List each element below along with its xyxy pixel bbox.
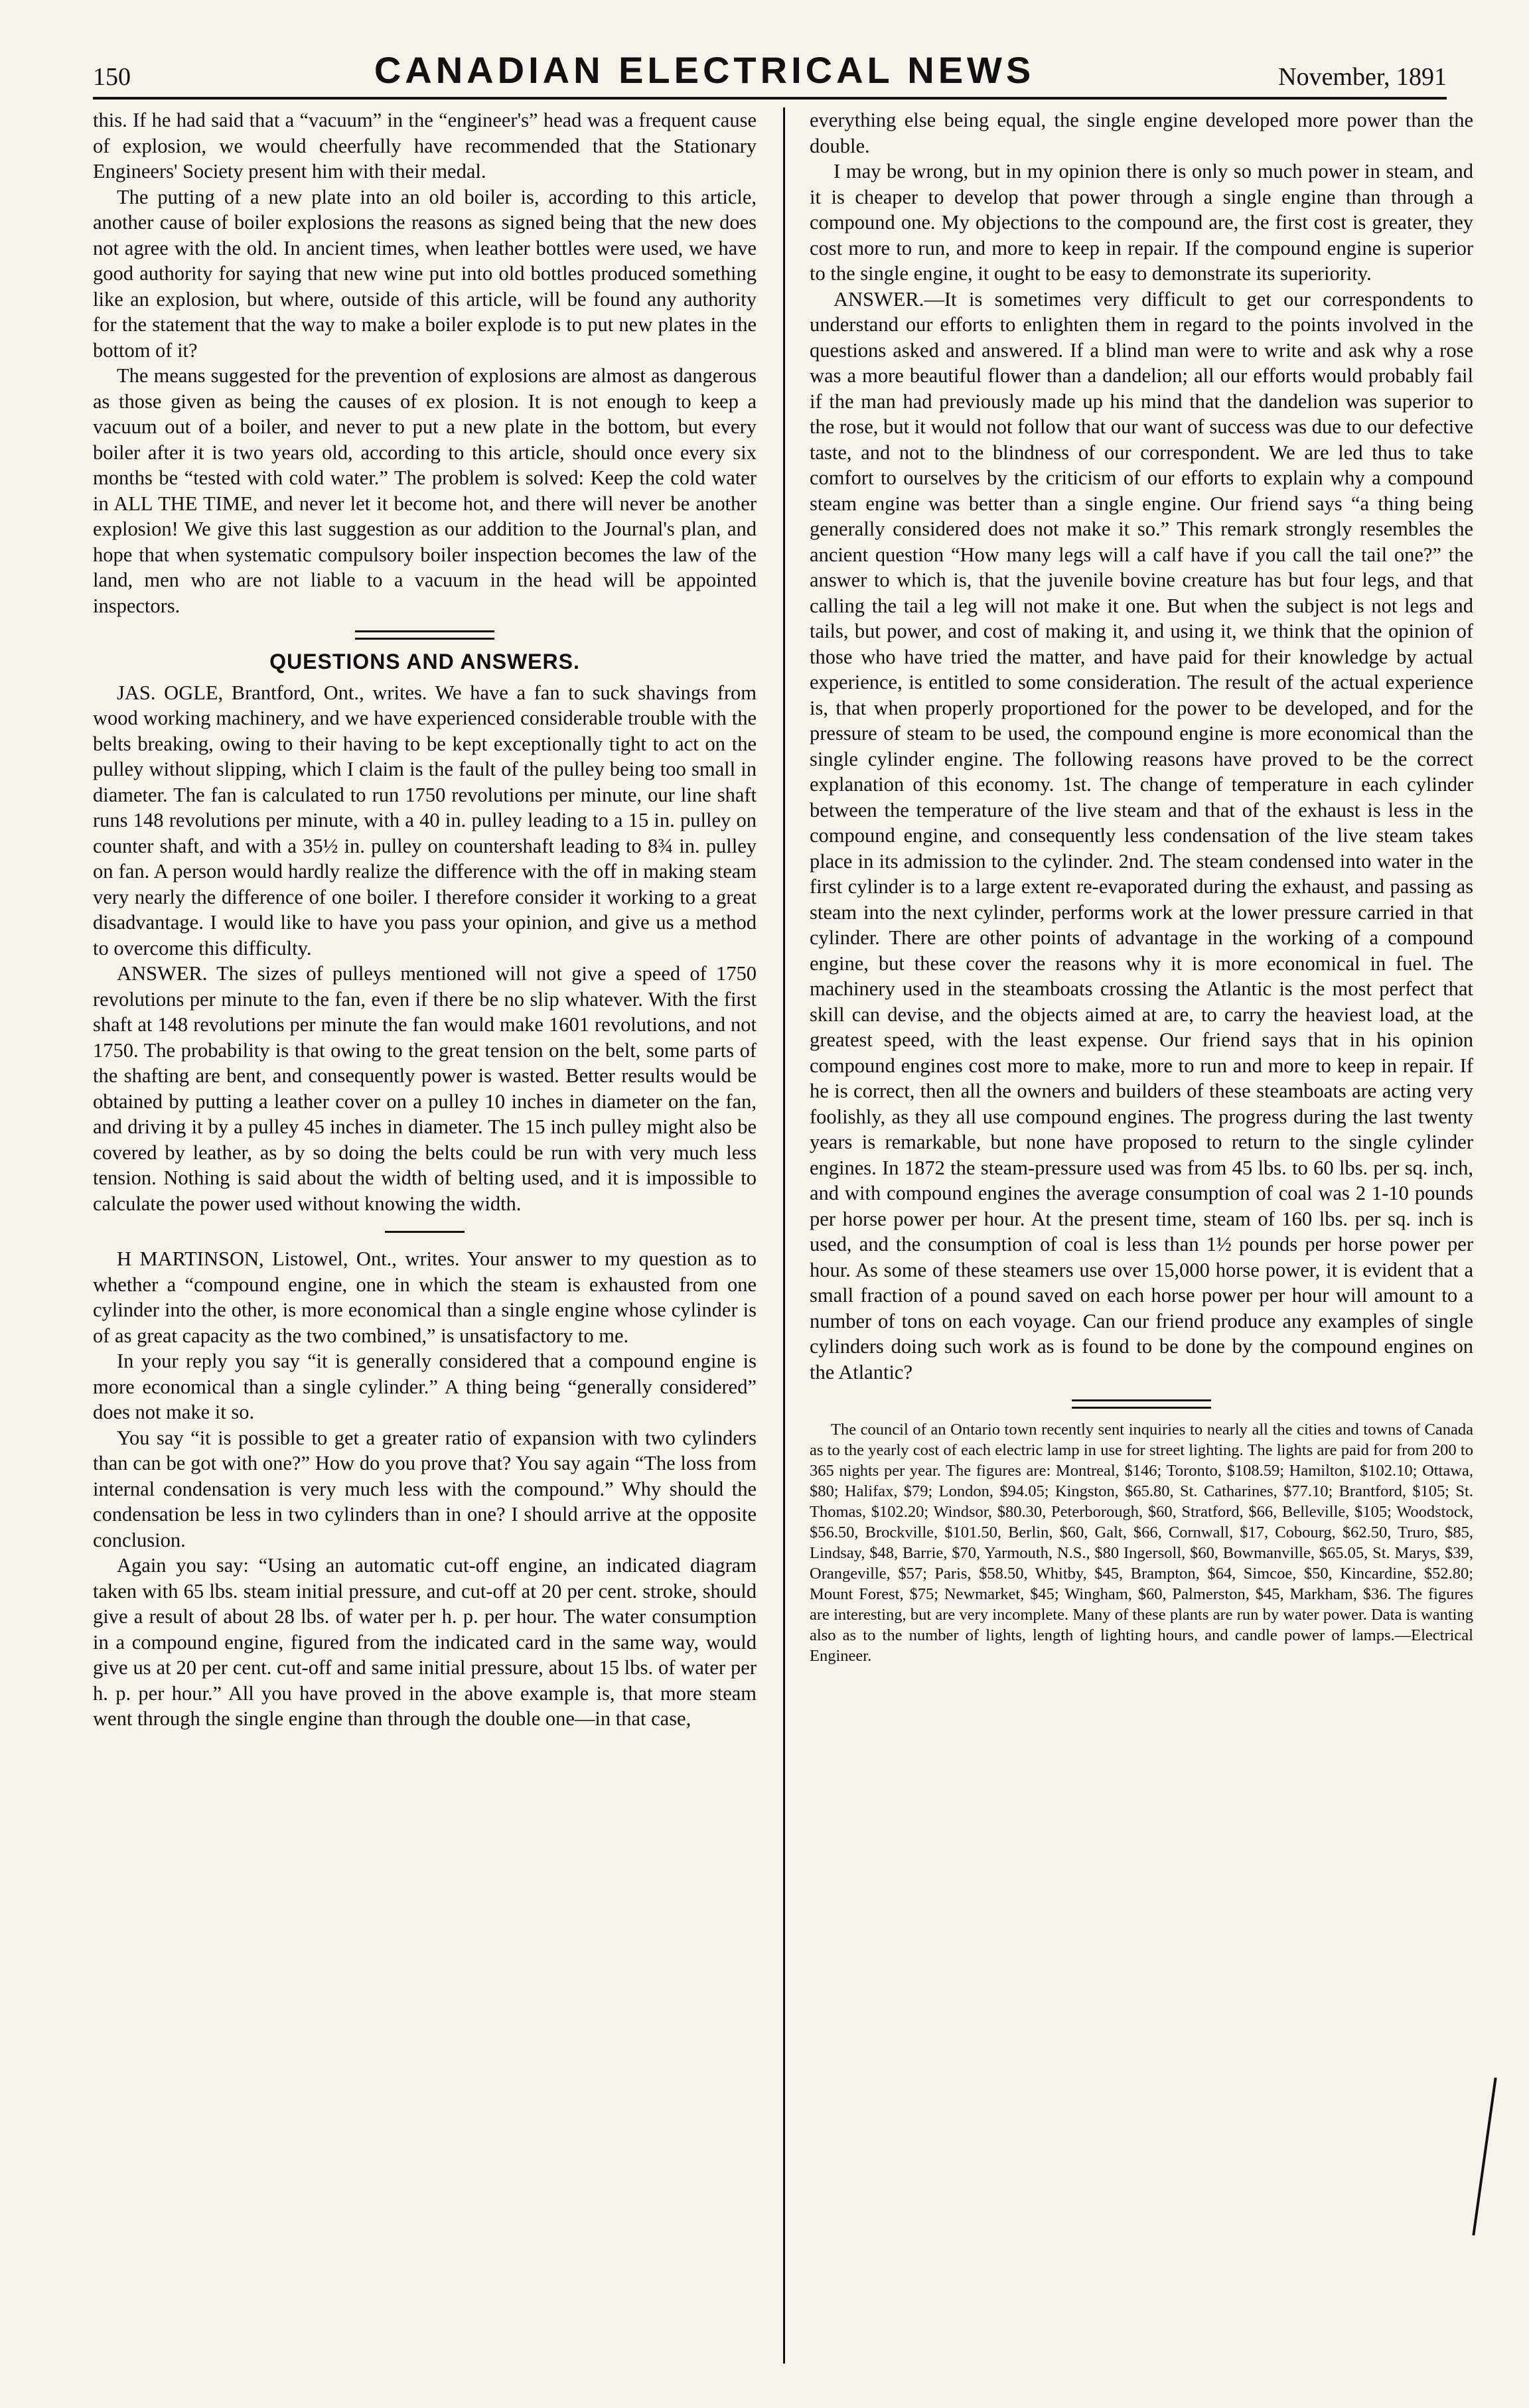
question-paragraph: H MARTINSON, Listowel, Ont., writes. Your answer to my question as to whether a “compound engine, one in which the steam is exhausted from one cylinder into the other, is more economical than a single engine whose cylinder is of as great capacity as the two combined,” is unsatisfactory to me. [93,1247,757,1347]
item-divider [385,1231,465,1233]
page-header [93,48,1447,92]
question-paragraph: JAS. OGLE, Brantford, Ont., writes. We have a fan to suck shavings from wood working machinery, and we have experienced considerable trouble with the belts breaking, owing to their having to be kept exceptionally tight to act on the pulley without slipping, which I claim is the fault of the pulley being too small in diameter. The fan is calculated to run 1750 revolutions per minute, our line shaft runs 148 revolutions per minute, with a 40 in. pulley leading to a 15 in. pulley on counter shaft, and with a 35½ in. pulley on countershaft leading to 8¾ in. pulley on fan. A person would hardly realize the difference with the off in making steam very nearly the difference of one boiler. I therefore consider it working to a great disadvantage. I would like to have you pass your opinion, and give us a method to overcome this difficulty. [93,681,757,959]
masthead-title: CANADIAN ELECTRICAL NEWS [374,49,1035,91]
section-divider [355,630,494,640]
left-column [93,107,757,1732]
answer-paragraph: ANSWER.—It is sometimes very difficult to get our correspondents to understand our efforts to enlighten them in regard to the points involved in the questions asked and answered. If a blind man were to write and ask why a rose was a more beautiful flower than a dandelion; all our efforts would probably fail if the man had previously made up his mind that the dandelion was superior to the rose, but it would not follow that our want of success was due to our defective taste, and not to the blindness of our correspondent. We are led thus to take comfort to ourselves by the criticism of our efforts to explain why a compound steam engine was better than a single engine. Our friend says “a thing being generally considered does not make it so.” This remark strongly resembles the ancient question “How many legs will a calf have if you call the tail one?” the answer to which is, that the juvenile bovine creature has but four legs, and that calling the tail a leg will not make it one. But when the subject is not legs and tails, but power, and cost of making it, and using it, we think that the opinion of those who have tried the matter, and have paid for their knowledge by actual experience, is entitled to some consideration. The result of the actual experience is, that when properly proportioned for the power to be developed, and for the pressure of steam to be used, the compound engine is more economical than the single cylinder engine. The following reasons have proved to be the correct explanation of this economy. 1st. The change of temperature in each cylinder between the temperature of the live steam and that of the exhaust is less in the compound engine, and consequently less condensation of the live steam takes place in its admission to the cylinder. 2nd. The steam condensed into water in the first cylinder is to a large extent re-evaporated during the exhaust, and passing as steam into the next cylinder, performs work at the lower pressure carried in that cylinder. There are other points of advantage in the working of a compound engine, but these cover the reasons why it is more economical in fuel. The machinery used in the steamboats crossing the Atlantic is the most perfect that skill can devise, and the objects aimed at are, to carry the heaviest load, at the greatest speed, with the least expense. Our friend says that in his opinion compound engines cost more to make, more to run and more to keep in repair. If he is correct, then all the owners and builders of these steamboats are acting very foolishly, as they all use compound engines. The progress during the last twenty years is remarkable, but none have proposed to return to the single cylinder engines. In 1872 the steam-pressure used was from 45 lbs. to 60 lbs. per sq. inch, and with compound engines the average consumption of coal was 2 1-10 pounds per horse power per hour. At the present time, steam of 160 lbs. per sq. inch is used, and the consumption of coal is less than 1½ pounds per horse power per hour. As some of these steamers use over 15,000 horse power, it is evident that a small fraction of a pound saved on each horse power per hour will amount to a number of tons on each voyage. Can our friend produce any examples of single cylinders doing such work as is found to be done by the compound engines on the Atlantic? [810,287,1473,1383]
column-divider [783,107,785,2364]
issue-date: November, 1891 [1278,63,1447,91]
page-number: 150 [93,63,131,91]
article-paragraph: The putting of a new plate into an old boiler is, according to this article, another cause of boiler explosions the reasons as signed being that the new does not agree with the old. In ancient times, when leather bottles were used, we have good authority for saying that new wine put into old bottles produced something like an explosion, but where, outside of this article, will be found any authority for the statement that the way to make a boiler explode is to put new plates in the bottom of it? [93,185,757,362]
news-note: The council of an Ontario town recently sent inquiries to nearly all the cities and towns of Canada as to the yearly cost of each electric lamp in use for street lighting. The lights are paid for from 200 to 365 nights per year. The figures are: Montreal, $146; Toronto, $108.59; Hamilton, $102.10; Ottawa, $80; Halifax, $79; London, $94.05; Kingston, $65.80, St. Catharines, $77.10; Brantford, $105; St. Thomas, $102.20; Windsor, $80.30, Peterborough, $60, Stratford, $66, Belleville, $105; Woodstock, $56.50, Brockville, $101.50, Berlin, $60, Galt, $66, Cornwall, $17, Cobourg, $62.50, Truro, $85, Lindsay, $48, Barrie, $70, Yarmouth, N.S., $80 Ingersoll, $60, Bowmanville, $65.05, St. Marys, $39, Orangeville, $57; Paris, $58.50, Whitby, $45, Brampton, $64, Simcoe, $50, Kincardine, $52.80; Mount Forest, $75; Newmarket, $45; Wingham, $60, Palmerston, $45, Markham, $36. The figures are interesting, but are very incomplete. Many of these plants are run by water power. Data is wanting also as to the number of lights, length of lighting hours, and candle power of lamps.—Electrical Engineer. [810,1421,1473,1665]
article-paragraph: The means suggested for the prevention of explosions are almost as dangerous as those given as being the causes of ex plosion. It is not enough to keep a vacuum out of a boiler, and never to put a new plate in the bottom, but every boiler after it is two years old, according to this article, should once every six months be “tested with cold water.” The problem is solved: Keep the cold water in ALL THE TIME, and never let it become hot, and there will never be another explosion! We give this last suggestion as our addition to the Journal's plan, and hope that when systematic compulsory boiler inspection becomes the law of the land, men who are not liable to a vacuum in the head will be appointed inspectors. [93,364,757,617]
header-rule [93,97,1447,100]
right-column [810,107,1473,1666]
question-paragraph: I may be wrong, but in my opinion there is only so much power in steam, and it is cheaper to develop that power through a single engine than through a compound one. My objections to the compound are, the first cost is greater, they cost more to run, and more to keep in repair. If the compound engine is superior to the single engine, it ought to be easy to demonstrate its superiority. [810,160,1473,285]
question-paragraph: In your reply you say “it is generally considered that a compound engine is more economical than a single cylinder.” A thing being “generally considered” does not make it so. [93,1350,757,1423]
question-paragraph: Again you say: “Using an automatic cut-off engine, an indicated diagram taken with 65 lbs. steam initial pressure, and cut-off at 20 per cent. stroke, should give a result of about 28 lbs. of water per h. p. per hour. The water consumption in a compound engine, figured from the indicated card in the same way, would give us at 20 per cent. cut-off and same initial pressure, about 15 lbs. of water per h. p. per hour.” All you have proved in the above example is, that more steam went through the single engine than through the double one—in that case, [93,1554,757,1730]
note-divider [1072,1399,1211,1409]
section-heading: QUESTIONS AND ANSWERS. [269,650,580,673]
question-paragraph: everything else being equal, the single engine developed more power than the double. [810,109,1473,157]
article-paragraph: this. If he had said that a “vacuum” in the “engineer's” head was a frequent cause of explosion, we would cheerfully have recommended that the Stationary Engineers' Society present him with their medal. [93,109,757,182]
answer-paragraph: ANSWER. The sizes of pulleys mentioned will not give a speed of 1750 revolutions per minute to the fan, even if there be no slip whatever. With the first shaft at 148 revolutions per minute the fan would make 1601 revolutions, and not 1750. The probability is that owing to the great tension on the belt, some parts of the shafting are bent, and consequently power is wasted. Better results would be obtained by putting a leather cover on a pulley 10 inches in diameter on the fan, and driving it by a pulley 45 inches in diameter. The 15 inch pulley might also be covered by leather, as by so doing the belts could be run with very much less tension. Nothing is said about the width of belting used, and it is impossible to calculate the power used without knowing the width. [93,962,757,1215]
margin-pen-mark [1472,2078,1496,2235]
question-paragraph: You say “it is possible to get a greater ratio of expansion with two cylinders than can be got with one?” How do you prove that? You say again “The loss from internal condensation is very much less with the compound.” Why should the condensation be less in two cylinders than in one? I should arrive at the opposite conclusion. [93,1426,757,1551]
